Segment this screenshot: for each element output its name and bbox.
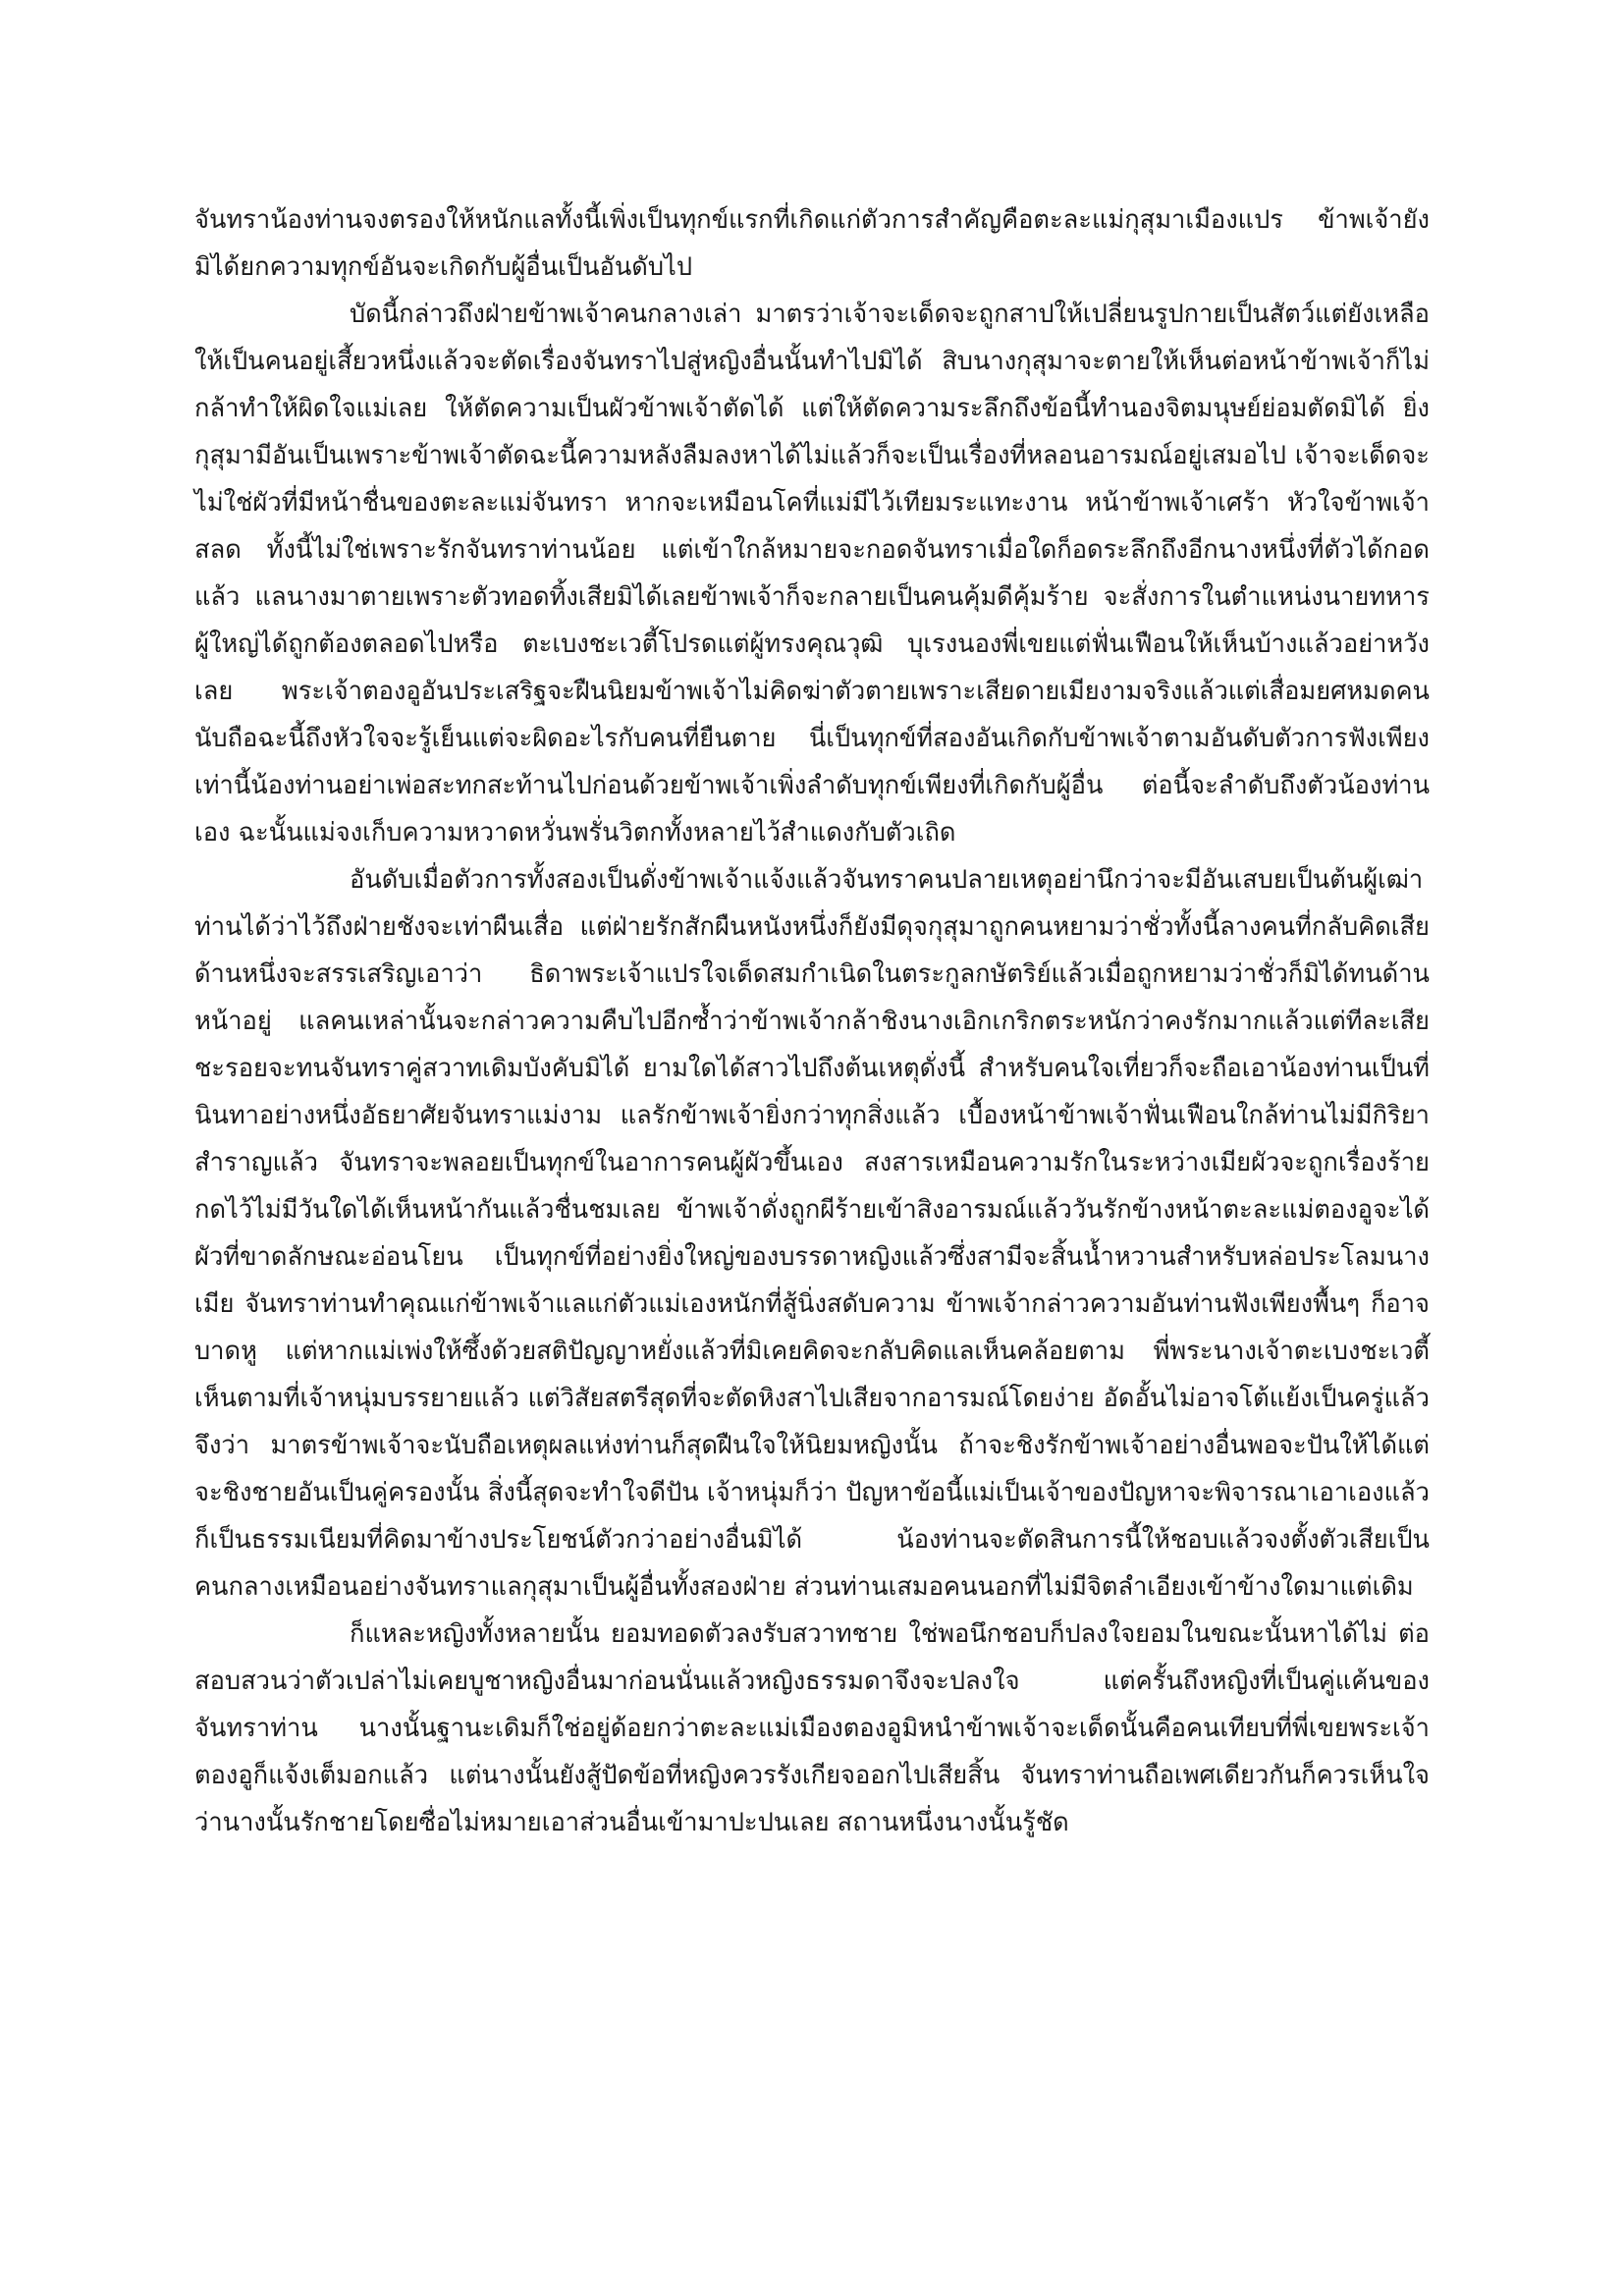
paragraph-3: อันดับเมื่อตัวการทั้งสองเป็นดั่งข้าพเจ้าแจ้งแล้วจันทราคนปลายเหตุอย่านึกว่าจะมีอันเสบยเป็นต้นผู้เฒ่าท่านได้ว่าไว้ถึงฝ่ายชังจะเท่าผืนเสื่อ แต่ฝ่ายรักสักผืนหนังหนึ่งก็ยังมีดุจกุสุมาถูกคนหยามว่าชั่วทั้งนี้ลางคนที่กลับคิดเสียด้านหนึ่งจะสรรเสริญเอาว่า ธิดาพระเจ้าแปรใจเด็ดสมกำเนิดในตระกูลกษัตริย์แล้วเมื่อถูกหยามว่าชั่วก็มิได้ทนด้านหน้าอยู่ แลคนเหล่านั้นจะกล่าวความคืบไปอีกซ้ำว่าข้าพเจ้ากล้าชิงนางเอิกเกริกตระหนักว่าคงรักมากแล้วแต่ทีละเสีย ชะรอยจะทนจันทราคู่สวาทเดิมบังคับมิได้ ยามใดได้สาวไปถึงต้นเหตุดั่งนี้ สำหรับคนใจเที่ยวก็จะถือเอาน้องท่านเป็นที่นินทาอย่างหนึ่งอัธยาศัยจันทราแม่งาม แลรักข้าพเจ้ายิ่งกว่าทุกสิ่งแล้ว เบื้องหน้าข้าพเจ้าฟั่นเฟือนใกล้ท่านไม่มีกิริยาสำราญแล้ว จันทราจะพลอยเป็นทุกข์ในอาการคนผู้ผัวขึ้นเอง สงสารเหมือนความรักในระหว่างเมียผัวจะถูกเรื่องร้ายกดไว้ไม่มีวันใดได้เห็นหน้ากันแล้วชื่นชมเลย ข้าพเจ้าดั่งถูกผีร้ายเข้าสิงอารมณ์แล้ววันรักข้างหน้าตะละแม่ตองอูจะได้ผัวที่ขาดลักษณะอ่อนโยน เป็นทุกข์ที่อย่างยิ่งใหญ่ของบรรดาหญิงแล้วซึ่งสามีจะสิ้นน้ำหวานสำหรับหล่อประโลมนางเมีย จันทราท่านทำคุณแก่ข้าพเจ้าแลแก่ตัวแม่เองหนักที่สู้นิ่งสดับความ ข้าพเจ้ากล่าวความอันท่านฟังเพียงพื้นๆ ก็อาจบาดหู แต่หากแม่เพ่งให้ซึ้งด้วยสติปัญญาหยั่งแล้วที่มิเคยคิดจะกลับคิดแลเห็นคล้อยตาม พี่พระนางเจ้าตะเบงชะเวตี้เห็นตามที่เจ้าหนุ่มบรรยายแล้ว แต่วิสัยสตรีสุดที่จะตัดหิงสาไปเสียจากอารมณ์โดยง่าย อัดอั้นไม่อาจโต้แย้งเป็นครู่แล้วจึงว่า มาตรข้าพเจ้าจะนับถือเหตุผลแห่งท่านก็สุดฝืนใจให้นิยมหญิงนั้น ถ้าจะชิงรักข้าพเจ้าอย่างอื่นพอจะปันให้ได้แต่จะชิงชายอันเป็นคู่ครองนั้น สิ่งนี้สุดจะทำใจดีปัน เจ้าหนุ่มก็ว่า ปัญหาข้อนี้แม่เป็นเจ้าของปัญหาจะพิจารณาเอาเองแล้ว ก็เป็นธรรมเนียมที่คิดมาข้างประโยชน์ตัวกว่าอย่างอื่นมิได้ น้องท่านจะตัดสินการนี้ให้ชอบแล้วจงตั้งตัวเสียเป็นคนกลางเหมือนอย่างจันทราแลกุสุมาเป็นผู้อื่นทั้งสองฝ่าย ส่วนท่านเสมอคนนอกที่ไม่มีจิตลำเอียงเข้าข้างใดมาแต่เดิม <box>194 865 1430 1602</box>
paragraph-2: บัดนี้กล่าวถึงฝ่ายข้าพเจ้าคนกลางเล่า มาตรว่าเจ้าจะเด็ดจะถูกสาปให้เปลี่ยนรูปกายเป็นสัตว์แต่ยังเหลือให้เป็นคนอยู่เสี้ยวหนึ่งแล้วจะตัดเรื่องจันทราไปสู่หญิงอื่นนั้นทำไปมิได้ สิบนางกุสุมาจะตายให้เห็นต่อหน้าข้าพเจ้าก็ไม่กล้าทำให้ผิดใจแม่เลย ให้ตัดความเป็นผัวข้าพเจ้าตัดได้ แต่ให้ตัดความระลึกถึงข้อนี้ทำนองจิตมนุษย์ย่อมตัดมิได้ ยิ่งกุสุมามีอันเป็นเพราะข้าพเจ้าตัดฉะนี้ความหลังลืมลงหาได้ไม่แล้วก็จะเป็นเรื่องที่หลอนอารมณ์อยู่เสมอไป เจ้าจะเด็ดจะไม่ใช่ผัวที่มีหน้าชื่นของตะละแม่จันทรา หากจะเหมือนโคที่แม่มีไว้เทียมระแทะงาน หน้าข้าพเจ้าเศร้า หัวใจข้าพเจ้าสลด ทั้งนี้ไม่ใช่เพราะรักจันทราท่านน้อย แต่เข้าใกล้หมายจะกอดจันทราเมื่อใดก็อดระลึกถึงอีกนางหนึ่งที่ตัวได้กอดแล้ว แลนางมาตายเพราะตัวทอดทิ้งเสียมิได้เลยข้าพเจ้าก็จะกลายเป็นคนคุ้มดีคุ้มร้าย จะสั่งการในตำแหน่งนายทหารผู้ใหญ่ได้ถูกต้องตลอดไปหรือ ตะเบงชะเวตี้โปรดแต่ผู้ทรงคุณวุฒิ บุเรงนองพี่เขยแต่ฟั่นเฟือนให้เห็นบ้างแล้วอย่าหวังเลย พระเจ้าตองอูอันประเสริฐจะฝืนนิยมข้าพเจ้าไม่คิดฆ่าตัวตายเพราะเสียดายเมียงามจริงแล้วแต่เสื่อมยศหมดคนนับถือฉะนี้ถึงหัวใจจะรู้เย็นแต่จะผิดอะไรกับคนที่ยืนตาย นี่เป็นทุกข์ที่สองอันเกิดกับข้าพเจ้าตามอันดับตัวการฟังเพียงเท่านี้น้องท่านอย่าเพ่อสะทกสะท้านไปก่อนด้วยข้าพเจ้าเพิ่งลำดับทุกข์เพียงที่เกิดกับผู้อื่น ต่อนี้จะลำดับถึงตัวน้องท่านเอง ฉะนั้นแม่จงเก็บความหวาดหวั่นพรั่นวิตกทั้งหลายไว้สำแดงกับตัวเถิด <box>194 300 1430 847</box>
paragraph-1: จันทราน้องท่านจงตรองให้หนักแลทั้งนี้เพิ่งเป็นทุกข์แรกที่เกิดแก่ตัวการสำคัญคือตะละแม่กุสุมาเมืองแปร ข้าพเจ้ายังมิได้ยกความทุกข์อันจะเกิดกับผู้อื่นเป็นอันดับไป <box>194 205 1430 282</box>
document-body <box>194 196 1430 1846</box>
paragraph-4: ก็แหละหญิงทั้งหลายนั้น ยอมทอดตัวลงรับสวาทชาย ใช่พอนึกชอบก็ปลงใจยอมในขณะนั้นหาได้ไม่ ต่อสอบสวนว่าตัวเปล่าไม่เคยบูชาหญิงอื่นมาก่อนนั่นแล้วหญิงธรรมดาจึงจะปลงใจ แต่ครั้นถึงหญิงที่เป็นคู่แค้นของจันทราท่าน นางนั้นฐานะเดิมก็ใช่อยู่ด้อยกว่าตะละแม่เมืองตองอูมิหนำข้าพเจ้าจะเด็ดนั้นคือคนเทียบที่พี่เขยพระเจ้าตองอูก็แจ้งเต็มอกแล้ว แต่นางนั้นยังสู้ปัดข้อที่หญิงควรรังเกียจออกไปเสียสิ้น จันทราท่านถือเพศเดียวกันก็ควรเห็นใจว่านางนั้นรักชายโดยซื่อไม่หมายเอาส่วนอื่นเข้ามาปะปนเลย สถานหนึ่งนางนั้นรู้ชัด <box>194 1619 1430 1837</box>
